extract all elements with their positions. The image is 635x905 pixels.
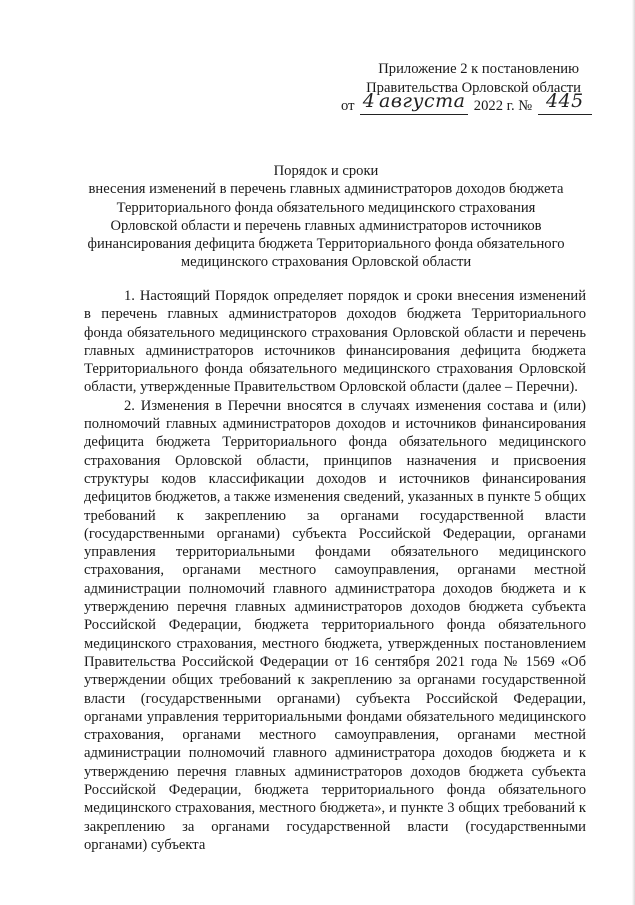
title-line: медицинского страхования Орловской области — [180, 254, 472, 271]
annex-line-government: Правительства Орловской области — [366, 79, 581, 96]
document-body — [84, 287, 586, 854]
title-line: Порядок и сроки — [273, 163, 379, 179]
annex-number: 445 — [545, 90, 584, 112]
annex-header — [335, 60, 605, 116]
annex-date-month: августа — [379, 90, 466, 112]
document-title — [70, 162, 582, 272]
title-line: финансирования дефицита бюджета Территориального фонда обязательного — [87, 236, 565, 253]
annex-line-date-number — [335, 90, 605, 116]
annex-line-appendix: Приложение 2 к постановлению — [378, 61, 579, 77]
annex-from-label: от — [341, 98, 355, 114]
annex-date-field — [360, 90, 468, 115]
paragraph-1: 1. Настоящий Порядок определяет порядок и сроки внесения изменений в перечень главных администраторов доходов бюджета Территориального фонда обязательного медицинского страхования Орловской области и перечень главных администраторов источников финансирования дефицита бюджета Территориального фонда обязательного медицинского страхования Орловской области, утвержденные Правительством Орловской области (далее – Перечни). — [84, 288, 586, 396]
title-line: внесения изменений в перечень главных администраторов доходов бюджета — [88, 181, 564, 198]
annex-date-day: 4 — [362, 90, 376, 112]
annex-year-text: 2022 г. № — [473, 98, 533, 114]
title-line: Территориального фонда обязательного медицинского страхования — [116, 199, 536, 216]
title-line: Орловской области и перечень главных администраторов источников — [110, 217, 542, 234]
annex-number-field — [538, 90, 592, 115]
paragraph-2: 2. Изменения в Перечни вносятся в случаях изменения состава и (или) полномочий главных администраторов доходов и источников финансирования дефицита бюджета Территориального фонда обязательного медицинского страхования Орловской области, принципов назначения и присвоения структуры кодов классификации доходов и источников финансирования дефицитов бюджетов, а также изменения сведений, указанных в пункте 5 общих требований к закреплению за органами государственной власти (государственными органами) субъекта Российской Федерации, органами управления территориальными фондами обязательного медицинского страхования, органами местного самоуправления, органами местной администрации полномочий главного администратора доходов бюджета и к утверждению перечня главных администраторов доходов бюджета субъекта Российской Федерации, бюджета территориального фонда обязательного медицинского страхования, местного бюджета, утвержденных постановлением Правительства Российской Федерации от 16 сентября 2021 года № 1569 «Об утверждении общих требований к закреплению за органами государственной власти (государственными органами) субъекта Российской Федерации, органами управления территориальными фондами обязательного медицинского страхования, органами местного самоуправления, органами местной администрации полномочий главного администратора доходов бюджета и к утверждению перечня главных администраторов доходов бюджета субъекта Российской Федерации, бюджета территориального фонда обязательного медицинского страхования, местного бюджета», и пункте 3 общих требований к закреплению за органами государственной власти (государственными органами) субъекта — [84, 397, 586, 853]
